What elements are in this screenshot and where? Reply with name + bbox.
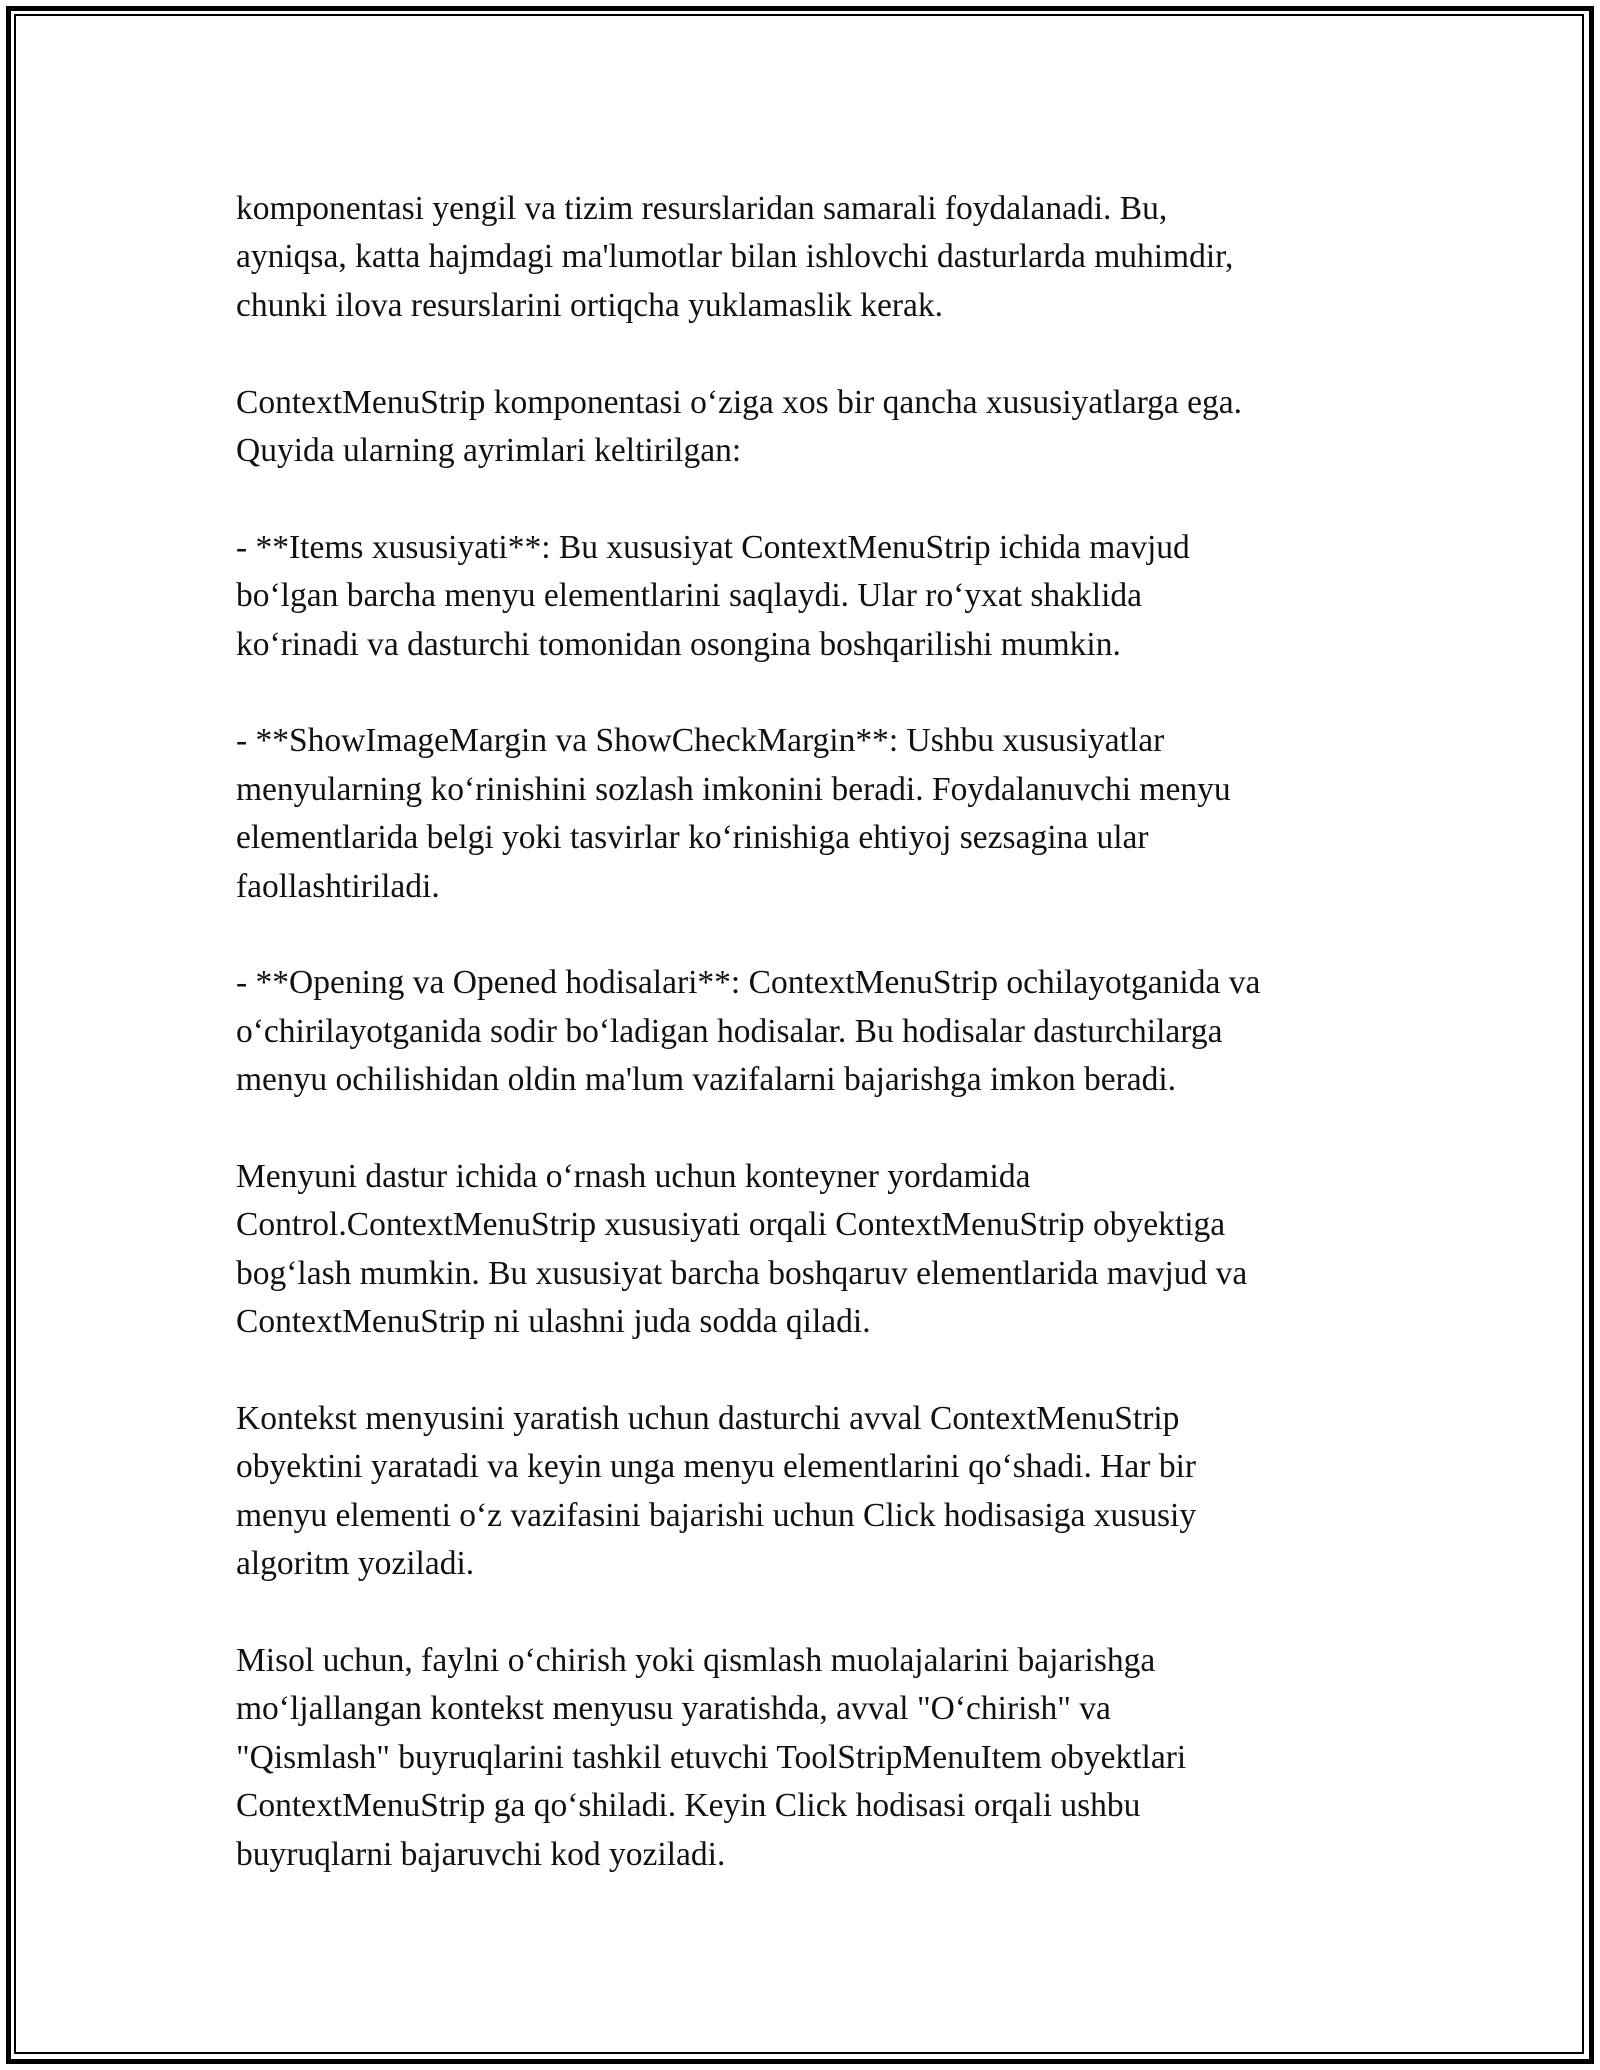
paragraph [236, 959, 1366, 1104]
paragraph [236, 185, 1366, 330]
text-line: Quyida ularning ayrimlari keltirilgan: [236, 432, 742, 470]
text-line: menyu elementi o‘z vazifasini bajarishi uchun Click hodisasiga xususiy [236, 1496, 1197, 1534]
text-line: ayniqsa, katta hajmdagi ma'lumotlar bilan ishlovchi dasturlarda muhimdir, [236, 238, 1234, 276]
text-line: elementlarida belgi yoki tasvirlar ko‘rinishiga ehtiyoj sezsagina ular [236, 819, 1149, 857]
text-line: bog‘lash mumkin. Bu xususiyat barcha boshqaruv elementlarida mavjud va [236, 1254, 1248, 1292]
text-line: algoritm yoziladi. [236, 1545, 475, 1583]
paragraph [236, 1637, 1366, 1879]
text-line: menyu ochilishidan oldin ma'lum vazifalarni bajarishga imkon beradi. [236, 1061, 1177, 1099]
paragraph [236, 1395, 1366, 1589]
text-line: Menyuni dastur ichida o‘rnash uchun konteyner yordamida [236, 1158, 1031, 1196]
text-line: obyektini yaratadi va keyin unga menyu elementlarini qo‘shadi. Har bir [236, 1448, 1197, 1486]
text-line: ContextMenuStrip ga qo‘shiladi. Keyin Click hodisasi orqali ushbu [236, 1787, 1141, 1825]
document-body [236, 185, 1366, 1879]
text-line: Control.ContextMenuStrip xususiyati orqali ContextMenuStrip obyektiga [236, 1206, 1226, 1244]
paragraph [236, 379, 1366, 476]
text-line: ContextMenuStrip ni ulashni juda sodda qiladi. [236, 1303, 871, 1341]
text-line: Misol uchun, faylni o‘chirish yoki qismlash muolajalarini bajarishga [236, 1642, 1156, 1680]
text-line: - **Items xususiyati**: Bu xususiyat ContextMenuStrip ichida mavjud [236, 528, 1190, 566]
paragraph [236, 524, 1366, 669]
text-line: o‘chirilayotganida sodir bo‘ladigan hodisalar. Bu hodisalar dasturchilarga [236, 1012, 1223, 1050]
text-line: menyularning ko‘rinishini sozlash imkonini beradi. Foydalanuvchi menyu [236, 770, 1231, 808]
paragraph [236, 717, 1366, 911]
text-line: ContextMenuStrip komponentasi o‘ziga xos bir qancha xususiyatlarga ega. [236, 383, 1243, 421]
text-line: ko‘rinadi va dasturchi tomonidan osongina boshqarilishi mumkin. [236, 625, 1121, 663]
text-line: Kontekst menyusini yaratish uchun dasturchi avval ContextMenuStrip [236, 1400, 1180, 1438]
paragraph [236, 1153, 1366, 1347]
text-line: mo‘ljallangan kontekst menyusu yaratishda, avval "O‘chirish" va [236, 1690, 1111, 1728]
text-line: buyruqlarni bajaruvchi kod yoziladi. [236, 1835, 726, 1873]
text-line: "Qismlash" buyruqlarini tashkil etuvchi ToolStripMenuItem obyektlari [236, 1738, 1187, 1776]
text-line: chunki ilova resurslarini ortiqcha yuklamaslik kerak. [236, 286, 944, 324]
text-line: faollashtiriladi. [236, 867, 440, 905]
text-line: - **Opening va Opened hodisalari**: ContextMenuStrip ochilayotganida va [236, 964, 1261, 1002]
text-line: - **ShowImageMargin va ShowCheckMargin**: Ushbu xususiyatlar [236, 722, 1165, 760]
text-line: komponentasi yengil va tizim resurslaridan samarali foydalanadi. Bu, [236, 190, 1168, 227]
text-line: bo‘lgan barcha menyu elementlarini saqlaydi. Ular ro‘yxat shaklida [236, 577, 1143, 615]
